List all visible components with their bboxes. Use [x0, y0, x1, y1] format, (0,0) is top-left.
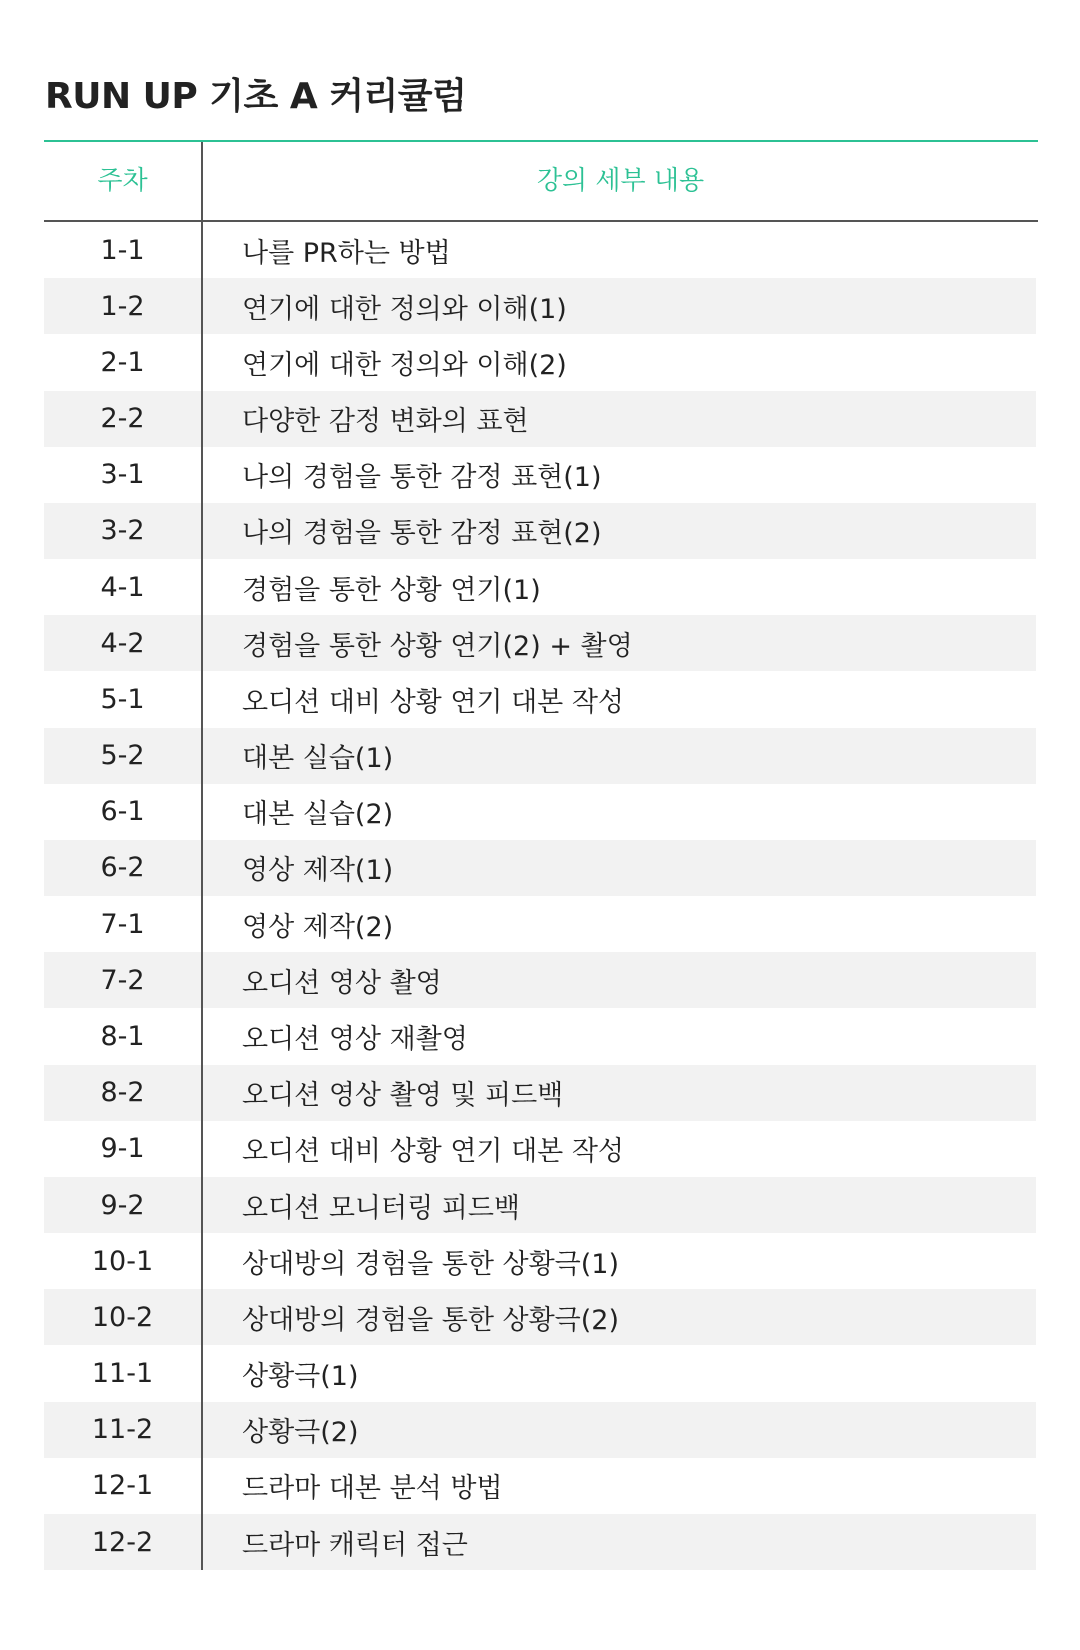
week-cell: 6-2: [100, 852, 145, 884]
content-cell: 연기에 대한 정의와 이해(2): [242, 349, 567, 381]
content-cell: 상대방의 경험을 통한 상황극(2): [242, 1304, 619, 1336]
content-cell: 오디션 모니터링 피드백: [242, 1192, 520, 1224]
week-cell: 2-2: [100, 403, 145, 435]
table-row: [44, 447, 1036, 503]
table-row: [44, 1289, 1036, 1345]
week-cell: 11-2: [91, 1414, 154, 1446]
content-cell: 상황극(2): [242, 1417, 359, 1449]
week-cell: 3-1: [100, 459, 145, 491]
table-row: [44, 1458, 1036, 1514]
header-week: 주차: [97, 166, 148, 196]
content-cell: 연기에 대한 정의와 이해(1): [242, 293, 567, 325]
week-cell: 11-1: [91, 1358, 154, 1390]
week-cell: 8-2: [100, 1077, 145, 1109]
table-row: [44, 1121, 1036, 1177]
week-cell: 1-2: [100, 290, 145, 322]
table-row: [44, 1065, 1036, 1121]
week-cell: 9-2: [100, 1189, 145, 1221]
table-body: [44, 222, 1038, 1570]
page-title: RUN UP 기초 A 커리큘럼: [45, 76, 467, 117]
week-cell: 6-1: [100, 796, 145, 828]
table-row: [44, 278, 1036, 334]
content-cell: 오디션 영상 촬영 및 피드백: [242, 1080, 564, 1112]
table-row: [44, 1177, 1036, 1233]
week-cell: 4-1: [100, 571, 145, 603]
content-cell: 영상 제작(1): [242, 855, 394, 887]
week-cell: 1-1: [100, 234, 145, 266]
content-cell: 나의 경험을 통한 감정 표현(2): [242, 518, 602, 550]
week-cell: 12-1: [91, 1470, 154, 1502]
content-cell: 경험을 통한 상황 연기(2) + 촬영: [242, 630, 633, 662]
content-cell: 드라마 대본 분석 방법: [242, 1473, 503, 1505]
content-cell: 나를 PR하는 방법: [242, 237, 451, 269]
week-cell: 7-1: [100, 908, 145, 940]
table-row: [44, 503, 1036, 559]
table-row: [44, 784, 1036, 840]
content-cell: 경험을 통한 상황 연기(1): [242, 574, 541, 606]
content-cell: 드라마 캐릭터 접근: [242, 1529, 468, 1561]
content-cell: 오디션 대비 상황 연기 대본 작성: [242, 1136, 624, 1168]
header-content: 강의 세부 내용: [536, 166, 705, 196]
table-row: [44, 1402, 1036, 1458]
week-cell: 10-2: [91, 1301, 154, 1333]
week-cell: 10-1: [91, 1245, 154, 1277]
week-cell: 4-2: [100, 627, 145, 659]
week-cell: 8-1: [100, 1020, 145, 1052]
week-cell: 9-1: [100, 1133, 145, 1165]
content-cell: 오디션 영상 재촬영: [242, 1023, 468, 1055]
column-divider: [201, 142, 203, 1570]
week-cell: 3-2: [100, 515, 145, 547]
table-row: [44, 559, 1036, 615]
table-row: [44, 1008, 1036, 1064]
table-row: [44, 671, 1036, 727]
table-row: [44, 391, 1036, 447]
content-cell: 영상 제작(2): [242, 911, 394, 943]
content-cell: 상대방의 경험을 통한 상황극(1): [242, 1248, 619, 1280]
content-cell: 대본 실습(1): [242, 743, 394, 775]
week-cell: 2-1: [100, 346, 145, 378]
table-row: [44, 840, 1036, 896]
content-cell: 오디션 대비 상황 연기 대본 작성: [242, 686, 624, 718]
table-row: [44, 1514, 1036, 1570]
content-cell: 오디션 영상 촬영: [242, 967, 442, 999]
table-row: [44, 222, 1036, 278]
content-cell: 다양한 감정 변화의 표현: [242, 406, 529, 438]
content-cell: 나의 경험을 통한 감정 표현(1): [242, 462, 602, 494]
content-cell: 대본 실습(2): [242, 799, 394, 831]
table-row: [44, 334, 1036, 390]
table-row: [44, 615, 1036, 671]
table-row: [44, 1345, 1036, 1401]
table-row: [44, 896, 1036, 952]
week-cell: 5-1: [100, 683, 145, 715]
content-cell: 상황극(1): [242, 1361, 359, 1393]
table-row: [44, 728, 1036, 784]
week-cell: 5-2: [100, 740, 145, 772]
week-cell: 7-2: [100, 964, 145, 996]
table-header-row: [44, 142, 1038, 220]
table-row: [44, 952, 1036, 1008]
week-cell: 12-2: [91, 1526, 154, 1558]
table-row: [44, 1233, 1036, 1289]
